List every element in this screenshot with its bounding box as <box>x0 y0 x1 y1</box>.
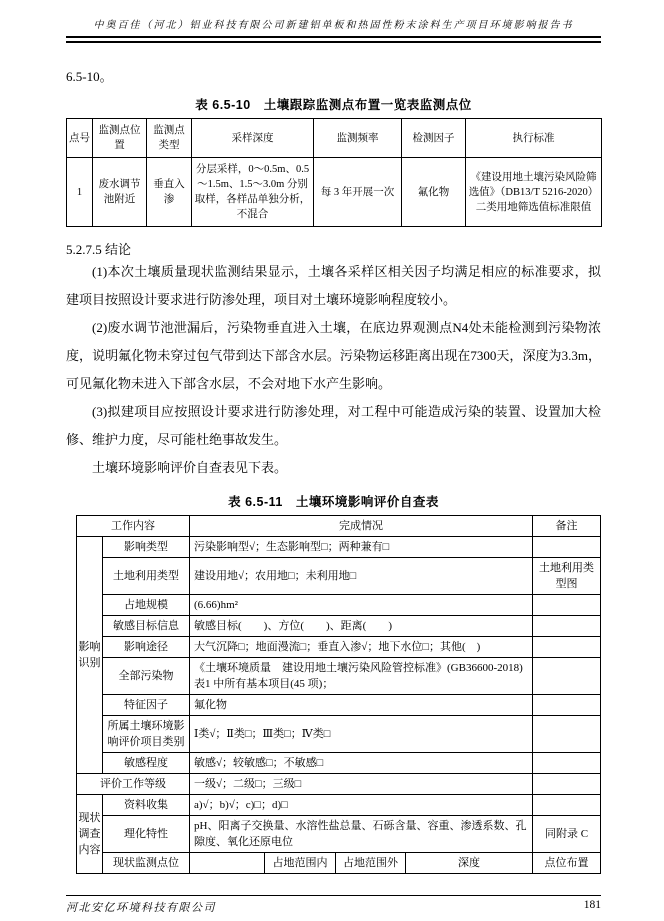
row-label: 现状监测点位 <box>103 853 190 874</box>
row-note: 点位布置 <box>533 853 601 874</box>
row-label: 全部污染物 <box>103 658 190 695</box>
row-label: 特征因子 <box>103 695 190 716</box>
table-row <box>77 616 601 637</box>
row-note <box>533 695 601 716</box>
row-value: 《土壤环境质量 建设用地土壤污染风险管控标准》(GB36600-2018)表1 中所有基本项目(45 项)； <box>190 658 533 695</box>
status-survey-group-label: 现状调查内容 <box>77 795 103 874</box>
row-value: a)√；b)√；c)□；d)□ <box>190 795 533 816</box>
row-label: 所属土壤环境影响评价项目类别 <box>103 716 190 753</box>
factor-cell: 氟化物 <box>402 158 466 227</box>
remarks-header: 备注 <box>533 516 601 537</box>
row-note <box>533 795 601 816</box>
row-value: Ⅰ类√；Ⅱ类□；Ⅲ类□；Ⅳ类□ <box>190 716 533 753</box>
row-note <box>533 595 601 616</box>
work-content-header: 工作内容 <box>77 516 190 537</box>
row-value: 敏感√；较敏感□；不敏感□ <box>190 753 533 774</box>
table1-header-cell: 采样深度 <box>192 119 314 158</box>
table1-header-cell: 监测点类型 <box>147 119 192 158</box>
table-row <box>77 537 601 558</box>
row-value: (6.66)hm² <box>190 595 533 616</box>
document-header <box>66 16 601 43</box>
row-note <box>533 658 601 695</box>
table-row <box>67 158 602 227</box>
row-label: 占地规模 <box>103 595 190 616</box>
document-footer <box>66 895 601 921</box>
soil-monitoring-points-table <box>66 118 602 227</box>
table-row <box>77 816 601 853</box>
row-label: 评价工作等级 <box>77 774 190 795</box>
table1-header-cell: 点号 <box>67 119 93 158</box>
row-label: 敏感程度 <box>103 753 190 774</box>
monitor-points-blank-cell <box>190 853 265 874</box>
row-value: 一级√；二级□；三级□ <box>190 774 533 795</box>
table-header-row <box>67 119 602 158</box>
header-title: 中奥百佳（河北）铝业科技有限公司新建铝单板和热固性粉末涂料生产项目环境影响报告书 <box>93 20 574 31</box>
row-label: 影响途径 <box>103 637 190 658</box>
table-row <box>77 795 601 816</box>
table-header-row <box>77 516 601 537</box>
monitor-points-outside-cell: 占地范围外 <box>336 853 406 874</box>
row-value: 建设用地√；农用地□；未利用地□ <box>190 558 533 595</box>
row-label: 土地利用类型 <box>103 558 190 595</box>
table1-header-cell: 执行标准 <box>466 119 602 158</box>
row-note: 土地利用类型图 <box>533 558 601 595</box>
soil-eia-self-check-table <box>76 515 601 874</box>
row-value: 氟化物 <box>190 695 533 716</box>
page-number: 181 <box>583 899 601 911</box>
monitor-points-depth-cell: 深度 <box>406 853 533 874</box>
table-row <box>77 853 601 874</box>
table-row <box>77 595 601 616</box>
table-row <box>77 658 601 695</box>
row-note <box>533 753 601 774</box>
row-note <box>533 716 601 753</box>
row-label: 敏感目标信息 <box>103 616 190 637</box>
intro-line: 6.5-10。 <box>66 69 113 84</box>
impact-identification-group-label: 影响识别 <box>77 537 103 774</box>
table1-header-cell: 监测频率 <box>314 119 402 158</box>
row-value: 污染影响型√；生态影响型□；两种兼有□ <box>190 537 533 558</box>
row-note <box>533 774 601 795</box>
header-double-rule <box>66 36 601 43</box>
table-row <box>77 558 601 595</box>
table-row <box>77 695 601 716</box>
table-row <box>77 774 601 795</box>
completion-status-header: 完成情况 <box>190 516 533 537</box>
row-value: 大气沉降□；地面漫流□；垂直入渗√；地下水位□；其他( ) <box>190 637 533 658</box>
footer-company-name: 河北安亿环境科技有限公司 <box>66 902 216 914</box>
point-number-cell: 1 <box>67 158 93 227</box>
paragraph: (3)拟建项目应按照设计要求进行防渗处理，对工程中可能造成污染的装置、设置加大检修、维护力度，尽可能杜绝事故发生。 <box>66 404 601 447</box>
point-type-cell: 垂直入渗 <box>147 158 192 227</box>
table2-caption: 表 6.5-11 土壤环境影响评价自查表 <box>228 495 439 509</box>
row-note <box>533 616 601 637</box>
row-note <box>533 537 601 558</box>
row-note <box>533 637 601 658</box>
paragraph: (1)本次土壤质量现状监测结果显示，土壤各采样区相关因子均满足相应的标准要求，拟建项目按照设计要求进行防渗处理，项目对土壤环境影响程度较小。 <box>66 264 601 307</box>
table1-header-cell: 检测因子 <box>402 119 466 158</box>
monitor-points-inside-cell: 占地范围内 <box>265 853 336 874</box>
paragraph: 土壤环境影响评价自查表见下表。 <box>92 460 288 475</box>
standard-cell: 《建设用地土壤污染风险筛选值》（DB13/T 5216-2020）二类用地筛选值标准限值 <box>466 158 602 227</box>
row-note: 同附录 C <box>533 816 601 853</box>
frequency-cell: 每 3 年开展一次 <box>314 158 402 227</box>
paragraph: (2)废水调节池泄漏后，污染物垂直进入土壤，在底边界观测点N4处未能检测到污染物浓度，说明氟化物未穿过包气带到达下部含水层。污染物运移距离出现在7300天，深度为3.3m，可见氟化物未进入下部含水层，不会对地下水产生影响。 <box>66 320 601 391</box>
table-row <box>77 637 601 658</box>
row-value: pH、阳离子交换量、水溶性盐总量、石砾含量、容重、渗透系数、孔隙度、氧化还原电位 <box>190 816 533 853</box>
row-label: 资料收集 <box>103 795 190 816</box>
table1-header-cell: 监测点位置 <box>93 119 147 158</box>
table-row <box>77 753 601 774</box>
sampling-depth-cell: 分层采样，0～0.5m、0.5～1.5m、1.5～3.0m 分别取样，各样品单独分析，不混合 <box>192 158 314 227</box>
row-label: 理化特性 <box>103 816 190 853</box>
point-location-cell: 废水调节池附近 <box>93 158 147 227</box>
section-heading: 5.2.7.5 结论 <box>66 242 132 257</box>
row-label: 影响类型 <box>103 537 190 558</box>
table-row <box>77 716 601 753</box>
table1-caption: 表 6.5-10 土壤跟踪监测点布置一览表监测点位 <box>195 98 472 112</box>
row-value: 敏感目标( )、方位( )、距离( ) <box>190 616 533 637</box>
